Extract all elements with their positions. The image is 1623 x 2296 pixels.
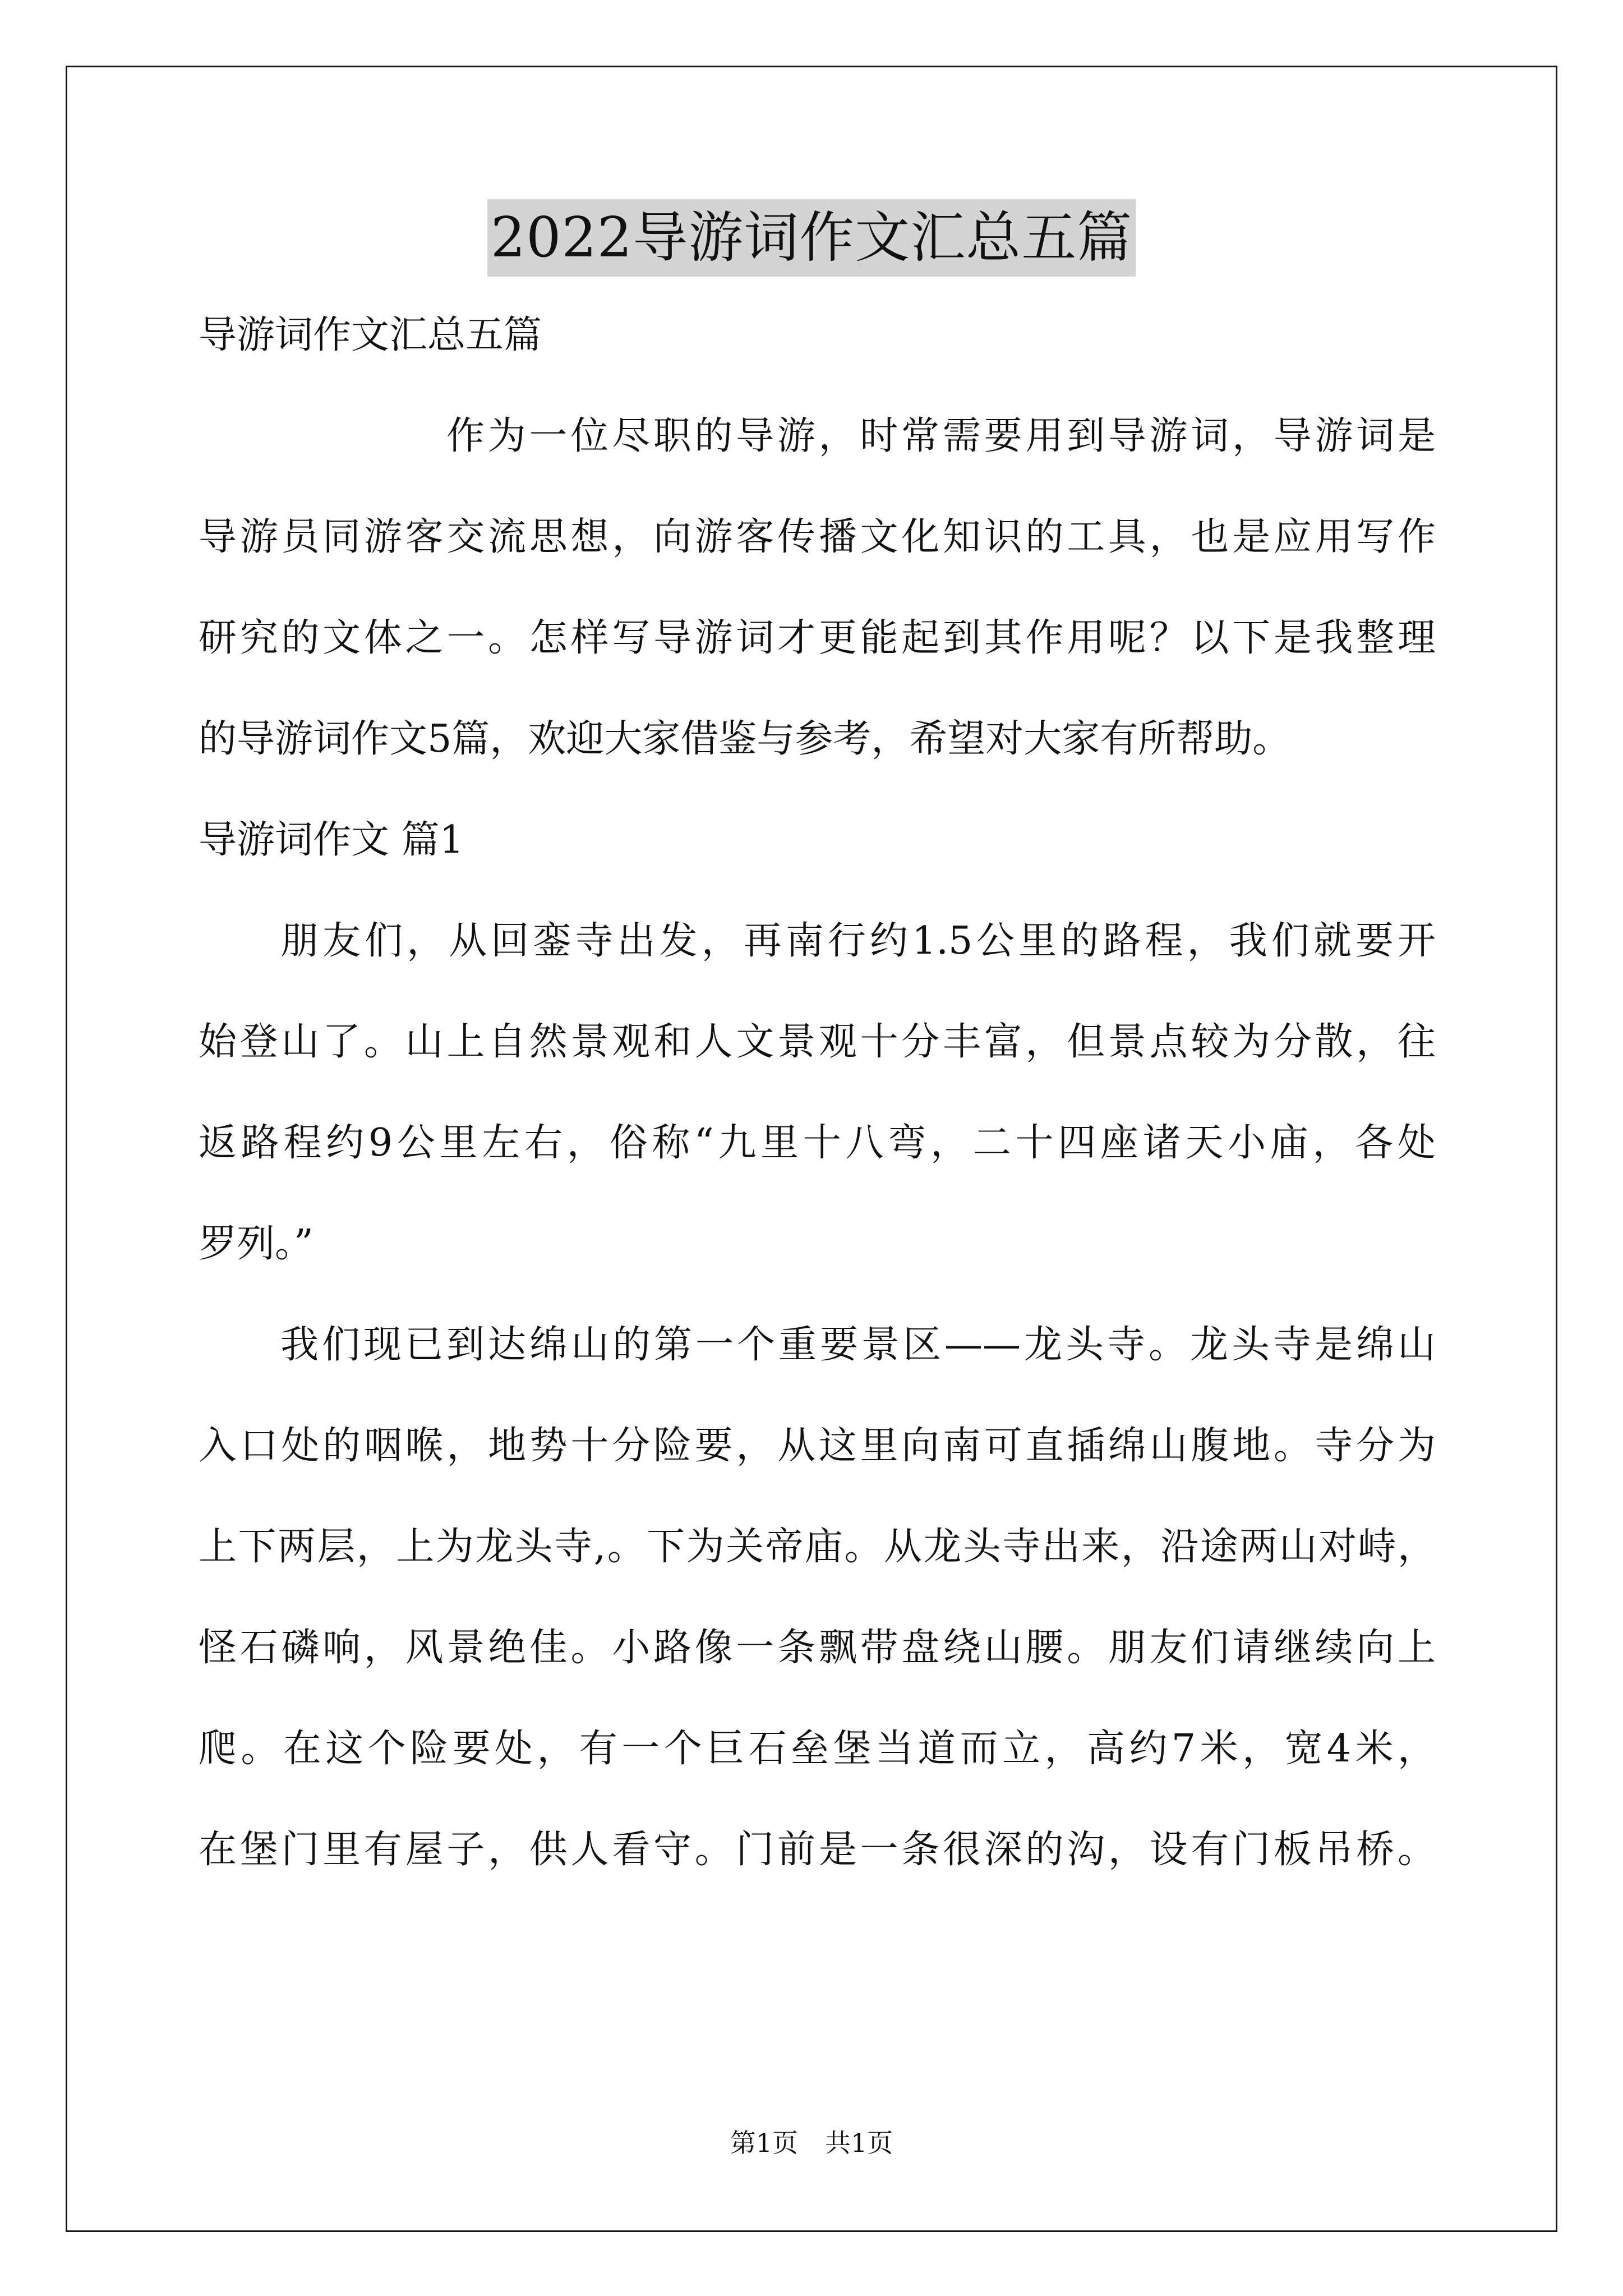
paragraph-line: 作为一位尽职的导游，时常需要用到导游词，导游词是 xyxy=(446,414,1436,458)
page-footer xyxy=(0,2126,1623,2160)
paragraph-line: 的导游词作文5篇，欢迎大家借鉴与参考，希望对大家有所帮助。 xyxy=(199,717,1291,761)
paragraph-line: 入口处的咽喉，地势十分险要，从这里向南可直插绵山腹地。寺分为 xyxy=(199,1424,1436,1468)
subtitle-line: 导游词作文汇总五篇 xyxy=(199,313,542,357)
paragraph-line: 始登山了。山上自然景观和人文景观十分丰富，但景点较为分散，往 xyxy=(199,1020,1436,1064)
paragraph-line: 朋友们，从回銮寺出发，再南行约1.5公里的路程，我们就要开 xyxy=(280,919,1436,963)
paragraph-line: 我们现已到达绵山的第一个重要景区——龙头寺。龙头寺是绵山 xyxy=(280,1323,1436,1367)
paragraph-line: 罗列。” xyxy=(199,1222,313,1266)
paragraph-line: 导游员同游客交流思想，向游客传播文化知识的工具，也是应用写作 xyxy=(199,515,1436,559)
paragraph-line: 返路程约9公里左右，俗称“九里十八弯，二十四座诸天小庙，各处 xyxy=(199,1121,1436,1165)
paragraph-line: 怪石磷响，风景绝佳。小路像一条飘带盘绕山腰。朋友们请继续向上 xyxy=(199,1626,1436,1670)
page-number: 第1页 xyxy=(730,2128,798,2158)
paragraph-line: 爬。在这个险要处，有一个巨石垒堡当道而立，高约7米，宽4米， xyxy=(199,1727,1436,1771)
paragraph-line: 在堡门里有屋子，供人看守。门前是一条很深的沟，设有门板吊桥。 xyxy=(199,1828,1436,1872)
paragraph-line: 上下两层，上为龙头寺,。下为关帝庙。从龙头寺出来，沿途两山对峙， xyxy=(199,1525,1436,1569)
page-total: 共1页 xyxy=(825,2128,893,2158)
section-heading: 导游词作文 篇1 xyxy=(199,818,464,862)
title-container xyxy=(0,199,1623,277)
paragraph-line: 研究的文体之一。怎样写导游词才更能起到其作用呢？以下是我整理 xyxy=(199,616,1436,660)
document-title: 2022导游词作文汇总五篇 xyxy=(487,199,1136,277)
